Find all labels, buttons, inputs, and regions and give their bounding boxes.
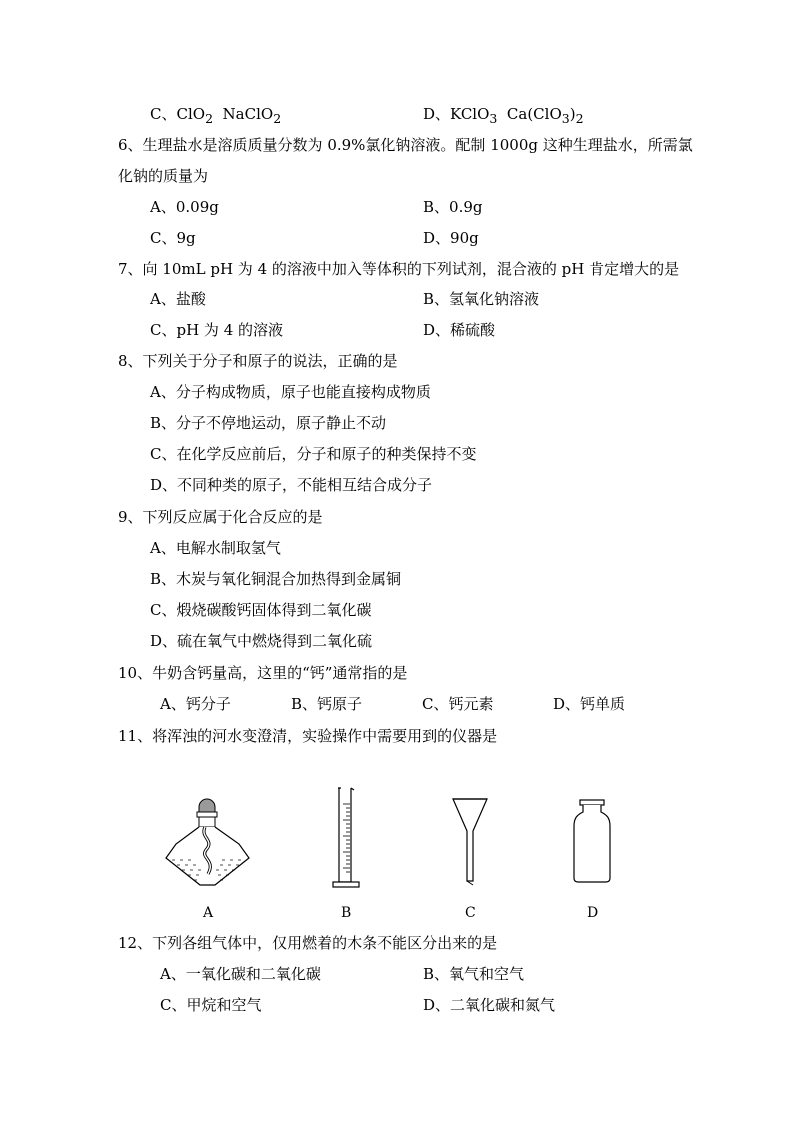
graduated-cylinder-icon [330,786,362,890]
q8-stem: 8、下列关于分子和原子的说法，正确的是 [118,352,398,370]
figure-label-b: B [341,905,352,921]
q9-option-a: A、电解水制取氢气 [150,539,281,557]
q7-option-a: A、盐酸 [150,290,206,308]
q5-option-d: D、KClO$_3$ $Ca(ClO_3)_2$ [423,105,584,126]
q9-stem: 9、下列反应属于化合反应的是 [118,508,323,526]
q6-stem-line2: 化钠的质量为 [118,167,209,185]
q10-option-a: A、钙分子 [160,695,231,713]
q9-option-d: D、硫在氧气中燃烧得到二氧化硫 [150,632,373,650]
q12-option-b: B、氧气和空气 [423,965,525,983]
q11-stem: 11、将浑浊的河水变澄清，实验操作中需要用到的仪器是 [118,727,498,745]
alcohol-lamp-icon [160,788,255,888]
figure-label-c: C [465,905,476,921]
q7-option-b: B、氢氧化钠溶液 [423,290,540,308]
q8-option-a: A、分子构成物质，原子也能直接构成物质 [150,383,431,401]
q10-option-b: B、钙原子 [291,695,363,713]
q6-option-a: A、0.09g [150,198,219,216]
q6-option-b: B、0.9g [423,198,483,216]
q9-option-c: C、煅烧碳酸钙固体得到二氧化碳 [150,601,372,619]
q7-option-d: D、稀硫酸 [423,321,496,339]
q12-option-d: D、二氧化碳和氮气 [423,996,556,1014]
figure-label-a: A [203,905,214,921]
q7-option-c: C、pH 为 4 的溶液 [150,321,284,339]
q10-option-c: C、钙元素 [422,695,494,713]
q5-option-c: C、ClO$_2$ NaClO$_2$ [150,105,282,126]
q8-option-d: D、不同种类的原子，不能相互结合成分子 [150,476,433,494]
q12-option-c: C、甲烷和空气 [160,996,262,1014]
funnel-icon [450,793,490,885]
q7-stem: 7、向 10mL pH 为 4 的溶液中加入等体积的下列试剂，混合液的 pH 肯定增大的是 [118,260,680,278]
q10-stem: 10、牛奶含钙量高，这里的“钙”通常指的是 [118,664,408,682]
q12-stem: 12、下列各组气体中，仅用燃着的木条不能区分出来的是 [118,934,498,952]
q9-option-b: B、木炭与氧化铜混合加热得到金属铜 [150,570,402,588]
reagent-bottle-icon [568,798,616,884]
q6-option-c: C、9g [150,229,196,247]
q6-option-d: D、90g [423,229,479,247]
q8-option-b: B、分子不停地运动，原子静止不动 [150,414,387,432]
q10-option-d: D、钙单质 [553,695,626,713]
q6-stem-line1: 6、生理盐水是溶质质量分数为 0.9%氯化钠溶液。配制 1000g 这种生理盐水，所需氯 [118,136,693,154]
q12-option-a: A、一氧化碳和二氧化碳 [160,965,321,983]
figure-label-d: D [587,905,599,921]
q8-option-c: C、在化学反应前后，分子和原子的种类保持不变 [150,445,477,463]
